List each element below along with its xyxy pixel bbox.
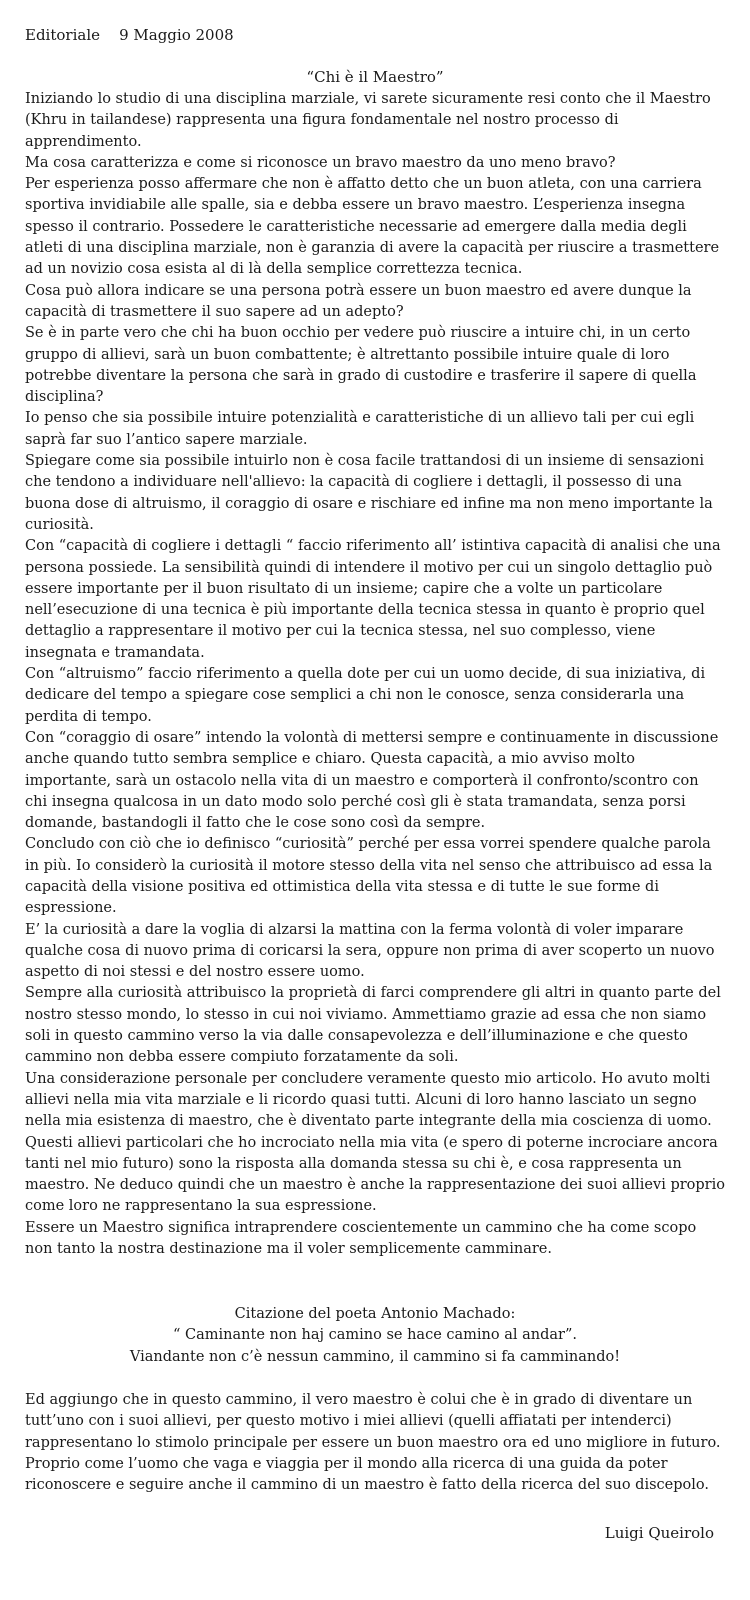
editorial-header xyxy=(25,25,234,45)
paragraph: Io penso che sia possibile intuire potenzialità e caratteristiche di un allievo tali per cui egli saprà far suo l’antico sapere marziale. xyxy=(25,410,695,448)
closing-section xyxy=(25,1390,725,1496)
paragraph: Con “capacità di cogliere i dettagli “ faccio riferimento all’ istintiva capacità di analisi che una persona possiede. La sensibilità quindi di intendere il motivo per cui un singolo dettaglio può essere importante per il buon risultato di un insieme; capire che a volte un particolare nell’esecuzione di una tecnica è più importante della tecnica stessa in quanto è proprio quel dettaglio a rappresentare il motivo per cui la tecnica stessa, nel suo complesso, viene insegnata e tramandata. xyxy=(25,538,721,661)
paragraph: Essere un Maestro significa intraprendere coscientemente un cammino che ha come scopo non tanto la nostra destinazione ma il voler semplicemente camminare. xyxy=(25,1219,697,1258)
author-signature: Luigi Queirolo xyxy=(604,1524,714,1542)
paragraph: Sempre alla curiosità attribuisco la proprietà di farci comprendere gli altri in quanto parte del nostro stesso mondo, lo stesso in cui noi viviamo. Ammettiamo grazie ad essa che non siamo soli in questo cammino verso la via dalle consapevolezza e dell’illuminazione e che questo cammino non debba essere compiuto forzatamente da soli. xyxy=(25,985,721,1066)
article-title: “Chi è il Maestro” xyxy=(306,68,444,86)
paragraph: Concludo con ciò che io definisco “curiosità” perché per essa vorrei spendere qualche parola in più. Io considerò la curiosità il motore stesso della vita nel senso che attribuisco ad essa la capacità della visione positiva ed ottimistica della vita stessa e di tutte le sue forme di espressione. xyxy=(25,836,713,917)
paragraph: Con “coraggio di osare” intendo la volontà di mettersi sempre e continuamente in discussione anche quando tutto sembra semplice e chiaro. Questa capacità, a mio avviso molto importante, sarà un ostacolo nella vita di un maestro e comporterà il confronto/scontro con chi insegna qualcosa in un dato modo solo perché così gli è stata tramandata, senza porsi domande, bastandogli il fatto che le cose sono così da sempre. xyxy=(25,729,719,832)
paragraph: Spiegare come sia possibile intuirlo non è cosa facile trattandosi di un insieme di sensazioni che tendono a individuare nell'allievo: la capacità di cogliere i dettagli, il possesso di una buona dose di altruismo, il coraggio di osare e rischiare ed infine ma non meno importante la curiosità. xyxy=(25,453,713,533)
article-body xyxy=(25,89,725,1260)
closing-paragraph: Ed aggiungo che in questo cammino, il vero maestro è colui che è in grado di diventare un tutt’uno con i suoi allievi, per questo motivo i miei allievi (quelli affiatati per intenderci) rappresentano lo stimolo principale per essere un buon maestro ora ed uno migliore in futuro. xyxy=(25,1392,721,1451)
closing-paragraph: Proprio come l’uomo che vaga e viaggia per il mondo alla ricerca di una guida da poter riconoscere e seguire anche il cammino di un maestro è fatto della ricerca del suo discepolo. xyxy=(25,1455,709,1494)
quote-intro: Citazione del poeta Antonio Machado: xyxy=(234,1306,516,1322)
paragraph: Una considerazione personale per concludere veramente questo mio articolo. Ho avuto molti allievi nella mia vita marziale e li ricordo quasi tutti. Alcuni di loro hanno lasciato un segno nella mia esistenza di maestro, che è diventato parte integrante della mia coscienza di uomo. Questi allievi particolari che ho incrociato nella mia vita (e spero di poterne incrociare ancora tanti nel mio futuro) sono la risposta alla domanda stessa su chi è, e cosa rappresenta un maestro. Ne deduco quindi che un maestro è anche la rappresentazione dei suoi allievi proprio come loro ne rappresentano la sua espressione. xyxy=(25,1070,725,1215)
machado-quote xyxy=(0,1304,750,1368)
quote-line-spanish: “ Caminante non haj camino se hace camino al andar”. xyxy=(173,1327,577,1344)
header-date: 9 Maggio 2008 xyxy=(119,26,234,44)
header-label: Editoriale xyxy=(25,26,100,44)
quote-line-italian: Viandante non c’è nessun cammino, il cammino si fa camminando! xyxy=(129,1348,621,1365)
paragraph: Iniziando lo studio di una disciplina marziale, vi sarete sicuramente resi conto che il Maestro (Khru in tailandese) rappresenta una figura fondamentale nel nostro processo di apprendimento. xyxy=(25,91,711,150)
paragraph: E’ la curiosità a dare la voglia di alzarsi la mattina con la ferma volontà di voler imparare qualche cosa di nuovo prima di coricarsi la sera, oppure non prima di aver scoperto un nuovo aspetto di noi stessi e del nostro essere uomo. xyxy=(25,921,715,981)
paragraph: Cosa può allora indicare se una persona potrà essere un buon maestro ed avere dunque la capacità di trasmettere il suo sapere ad un adepto? xyxy=(25,282,692,320)
paragraph: Se è in parte vero che chi ha buon occhio per vedere può riuscire a intuire chi, in un certo gruppo di allievi, sarà un buon combattente; è altrettanto possibile intuire quale di loro potrebbe diventare la persona che sarà in grado di custodire e trasferire il sapere di quella disciplina? xyxy=(25,325,697,406)
paragraph: Ma cosa caratterizza e come si riconosce un bravo maestro da uno meno bravo? xyxy=(25,154,616,171)
paragraph: Con “altruismo” faccio riferimento a quella dote per cui un uomo decide, di sua iniziativa, di dedicare del tempo a spiegare cose semplici a chi non le conosce, senza considerarla una perdita di tempo. xyxy=(25,666,706,725)
paragraph: Per esperienza posso affermare che non è affatto detto che un buon atleta, con una carriera sportiva invidiabile alle spalle, sia e debba essere un bravo maestro. L’esperienza insegna spesso il contrario. Possedere le caratteristiche necessarie ad emergere dalla media degli atleti di una disciplina marziale, non è garanzia di avere la capacità per riuscire a trasmettere ad un novizio cosa esista al di là della semplice correttezza tecnica. xyxy=(25,176,720,278)
